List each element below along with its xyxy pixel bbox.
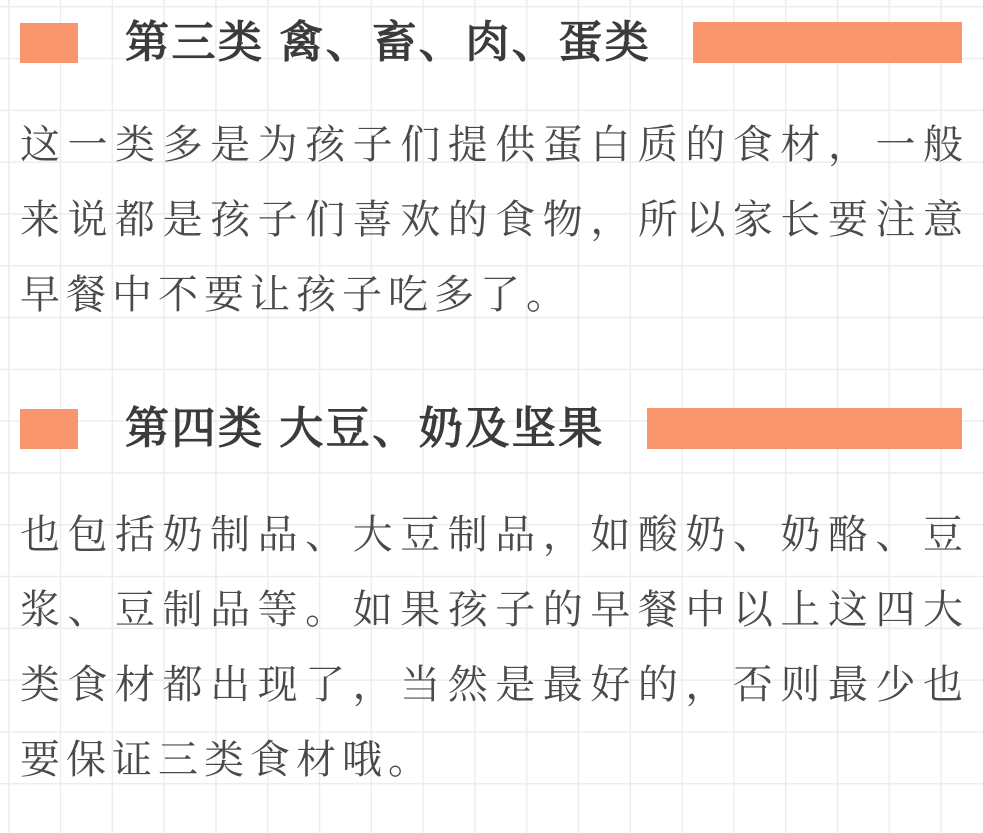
body-text-line: 这一类多是为孩子们提供蛋白质的食材，一般	[20, 123, 963, 167]
orange-bar-right	[693, 22, 962, 63]
body-text-line: 来说都是孩子们喜欢的食物，所以家长要注意	[20, 198, 963, 242]
orange-marker-left	[20, 23, 78, 63]
orange-marker-left	[20, 409, 78, 449]
body-text-line: 要保证三类食材哦。	[20, 738, 434, 782]
body-text-line: 类食材都出现了，当然是最好的，否则最少也	[20, 663, 963, 707]
body-text-line: 早餐中不要让孩子吃多了。	[20, 273, 572, 317]
section-heading-title: 第四类 大豆、奶及坚果	[125, 404, 605, 453]
section-heading-1	[20, 18, 962, 67]
section-heading-2	[20, 404, 962, 453]
orange-bar-right	[647, 408, 962, 449]
body-text-line: 也包括奶制品、大豆制品，如酸奶、奶酪、豆	[20, 513, 963, 557]
section-body-2	[20, 498, 963, 798]
body-text-line: 浆、豆制品等。如果孩子的早餐中以上这四大	[20, 588, 963, 632]
section-heading-title: 第三类 禽、畜、肉、蛋类	[125, 18, 652, 67]
section-body-1	[20, 108, 963, 333]
